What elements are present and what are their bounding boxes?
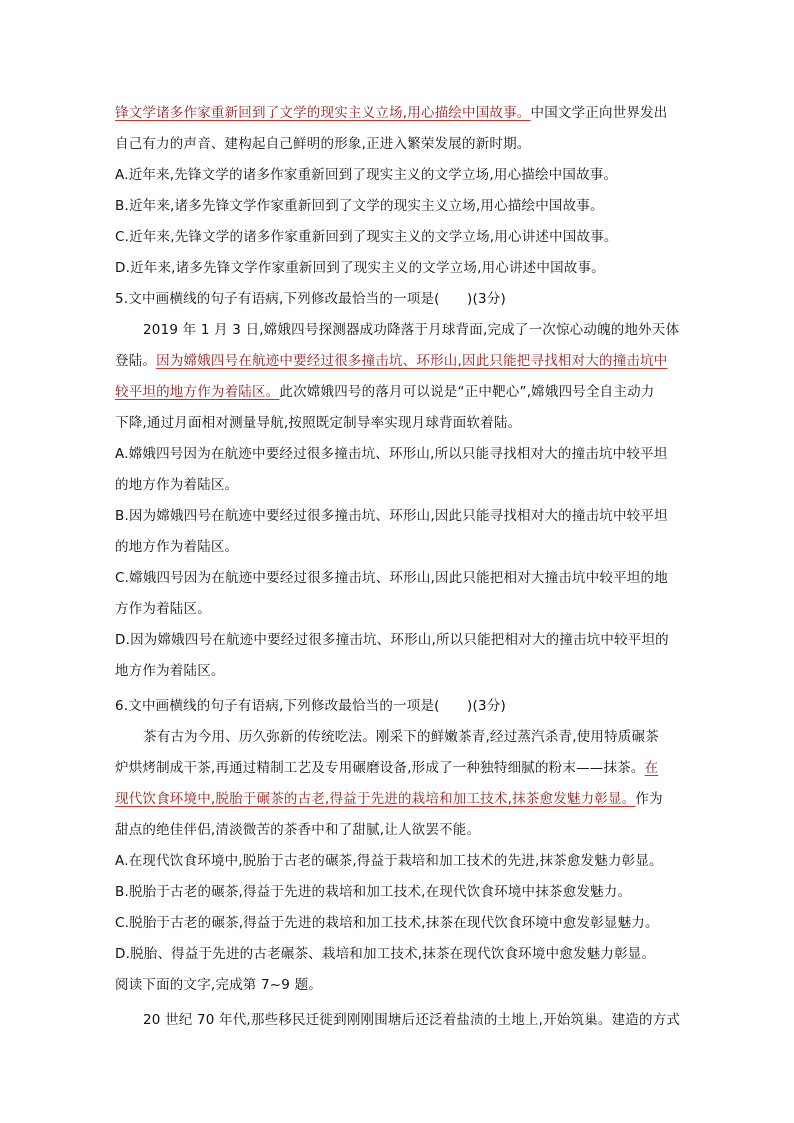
passage-line: 现代饮食环境中,脱胎于碾茶的古老,得益于先进的栽培和加工技术,抹茶愈发魅力彰显。作为 <box>115 791 663 807</box>
option-b-cont: 的地方作为着陆区。 <box>115 539 239 555</box>
option-d[interactable]: D.脱胎、得益于先进的古老碾茶、栽培和加工技术,抹茶在现代饮食环境中愈发魅力彰显。 <box>115 946 656 962</box>
passage-line: 炉烘烤制成干茶,再通过精制工艺及专用碾磨设备,形成了一种独特细腻的粉末——抹茶。在 <box>115 760 659 776</box>
passage-line: 登陆。因为嫦娥四号在航迹中要经过很多撞击坑、环形山,因此只能把寻找相对大的撞击坑中 <box>115 353 668 369</box>
option-d-cont: 地方作为着陆区。 <box>115 663 225 679</box>
option-a[interactable]: A.嫦娥四号因为在航迹中要经过很多撞击坑、环形山,所以只能寻找相对大的撞击坑中较平坦 <box>115 446 668 462</box>
passage-line: 2019 年 1 月 3 日,嫦娥四号探测器成功降落于月球背面,完成了一次惊心动魄的地外天体 <box>143 322 680 338</box>
option-b[interactable]: B.脱胎于古老的碾茶,得益于先进的栽培和加工技术,在现代饮食环境中抹茶愈发魅力。 <box>115 884 632 900</box>
option-b[interactable]: B.因为嫦娥四号在航迹中要经过很多撞击坑、环形山,因此只能寻找相对大的撞击坑中较平坦 <box>115 508 668 524</box>
underlined-sentence: 现代饮食环境中,脱胎于碾茶的古老,得益于先进的栽培和加工技术,抹茶愈发魅力彰显。 <box>115 791 636 807</box>
option-c[interactable]: C.嫦娥四号因为在航迹中要经过很多撞击坑、环形山,因此只能把相对大撞击坑中较平坦的地 <box>115 570 668 586</box>
reading-instruction: 阅读下面的文字,完成第 7~9 题。 <box>115 977 322 993</box>
passage-line: 下降,通过月面相对测量导航,按照既定制导率实现月球背面软着陆。 <box>115 415 522 431</box>
option-a-cont: 的地方作为着陆区。 <box>115 477 239 493</box>
option-b[interactable]: B.近年来,诸多先锋文学作家重新回到了文学的现实主义立场,用心描绘中国故事。 <box>115 198 604 214</box>
option-c[interactable]: C.脱胎于古老的碾茶,得益于先进的栽培和加工技术,抹茶在现代饮食环境中愈发彰显魅力。 <box>115 915 659 931</box>
underlined-sentence: 较平坦的地方作为着陆区。 <box>115 384 280 400</box>
passage-line: 20 世纪 70 年代,那些移民迁徙到刚刚围塘后还泛着盐渍的土地上,开始筑巢。建造的方式 <box>143 1012 681 1028</box>
passage-line: 较平坦的地方作为着陆区。此次嫦娥四号的落月可以说是“正中靶心”,嫦娥四号全自主动力 <box>115 384 655 400</box>
option-a[interactable]: A.近年来,先锋文学的诸多作家重新回到了现实主义的文学立场,用心描绘中国故事。 <box>115 167 618 183</box>
option-c-cont: 方作为着陆区。 <box>115 601 211 617</box>
option-c[interactable]: C.近年来,先锋文学的诸多作家重新回到了现实主义的文学立场,用心讲述中国故事。 <box>115 229 618 245</box>
underlined-sentence: 因为嫦娥四号在航迹中要经过很多撞击坑、环形山,因此只能把寻找相对大的撞击坑中 <box>156 353 668 369</box>
option-a[interactable]: A.在现代饮食环境中,脱胎于古老的碾茶,得益于栽培和加工技术的先进,抹茶愈发魅力彰显。 <box>115 853 663 869</box>
passage-line: 锋文学诸多作家重新回到了文学的现实主义立场,用心描绘中国故事。中国文学正向世界发出 <box>115 105 668 121</box>
question-5-stem: 5.文中画横线的句子有语病,下列修改最恰当的一项是( )(3分) <box>115 291 506 307</box>
underlined-sentence: 锋文学诸多作家重新回到了文学的现实主义立场,用心描绘中国故事。 <box>115 105 531 121</box>
passage-line: 自己有力的声音、建构起自己鲜明的形象,正进入繁荣发展的新时期。 <box>115 136 531 152</box>
passage-line: 甜点的绝佳伴侣,清淡微苦的茶香中和了甜腻,让人欲罢不能。 <box>115 822 481 838</box>
option-d[interactable]: D.近年来,诸多先锋文学作家重新回到了现实主义的文学立场,用心讲述中国故事。 <box>115 260 605 276</box>
passage-line: 茶有古为今用、历久弥新的传统吃法。刚采下的鲜嫩茶青,经过蒸汽杀青,使用特质碾茶 <box>143 729 659 745</box>
option-d[interactable]: D.因为嫦娥四号在航迹中要经过很多撞击坑、环形山,所以只能把相对大的撞击坑中较平坦的 <box>115 632 669 648</box>
underlined-sentence: 在 <box>644 760 659 776</box>
question-6-stem: 6.文中画横线的句子有语病,下列修改最恰当的一项是( )(3分) <box>115 698 506 714</box>
